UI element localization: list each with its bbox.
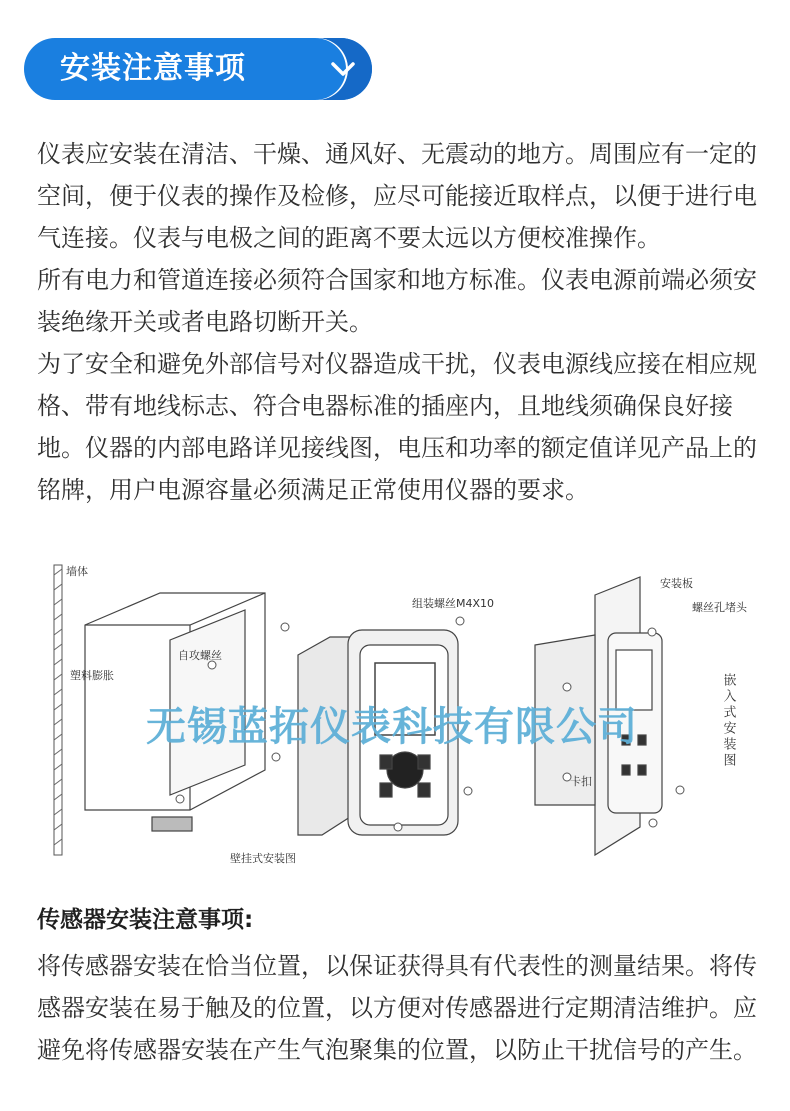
label-plastic-anchor: 塑料膨胀 [70, 669, 114, 682]
paragraph-power: 所有电力和管道连接必须符合国家和地方标准。仪表电源前端必须安装绝缘开关或者电路切断开关。 [37, 266, 757, 336]
label-clip: 卡扣 [570, 775, 592, 788]
sensor-heading: 传感器安装注意事项: [37, 907, 254, 933]
label-assembly-screw: 组装螺丝M4X10 [412, 597, 495, 610]
sensor-paragraph: 将传感器安装在恰当位置，以保证获得具有代表性的测量结果。将传感器安装在易于触及的位置，以方便对传感器进行定期清洁维护。应避免将传感器安装在产生气泡聚集的位置，以防止干扰信号的产生。 [37, 952, 757, 1064]
paragraph-safety: 为了安全和避免外部信号对仪器造成干扰，仪表电源线应接在相应规格、带有地线标志、符合电器标准的插座内，且地线须确保良好接地。仪器的内部电路详见接线图，电压和功率的额定值详见产品上的铭牌，用户电源容量必须满足正常使用仪器的要求。 [37, 350, 757, 504]
section-title: 安装注意事项 [60, 51, 246, 86]
label-embed-caption: 嵌入式安装图 [720, 673, 736, 769]
label-screw-plug: 螺丝孔堵头 [692, 601, 747, 614]
label-wall: 墙体 [66, 565, 88, 578]
label-wall-caption: 壁挂式安装图 [230, 852, 296, 865]
paragraph-location: 仪表应安装在清洁、干燥、通风好、无震动的地方。周围应有一定的空间，便于仪表的操作及检修，应尽可能接近取样点，以便于进行电气连接。仪表与电极之间的距离不要太远以方便校准操作。 [37, 140, 757, 252]
watermark-text: 无锡蓝拓仪表科技有限公司 [146, 704, 638, 750]
wall-illustration [54, 565, 62, 855]
label-self-tapping: 自攻螺丝 [178, 649, 222, 662]
section-header [24, 38, 372, 100]
chevron-down-icon[interactable] [328, 54, 358, 84]
label-mount-plate: 安装板 [660, 577, 693, 590]
